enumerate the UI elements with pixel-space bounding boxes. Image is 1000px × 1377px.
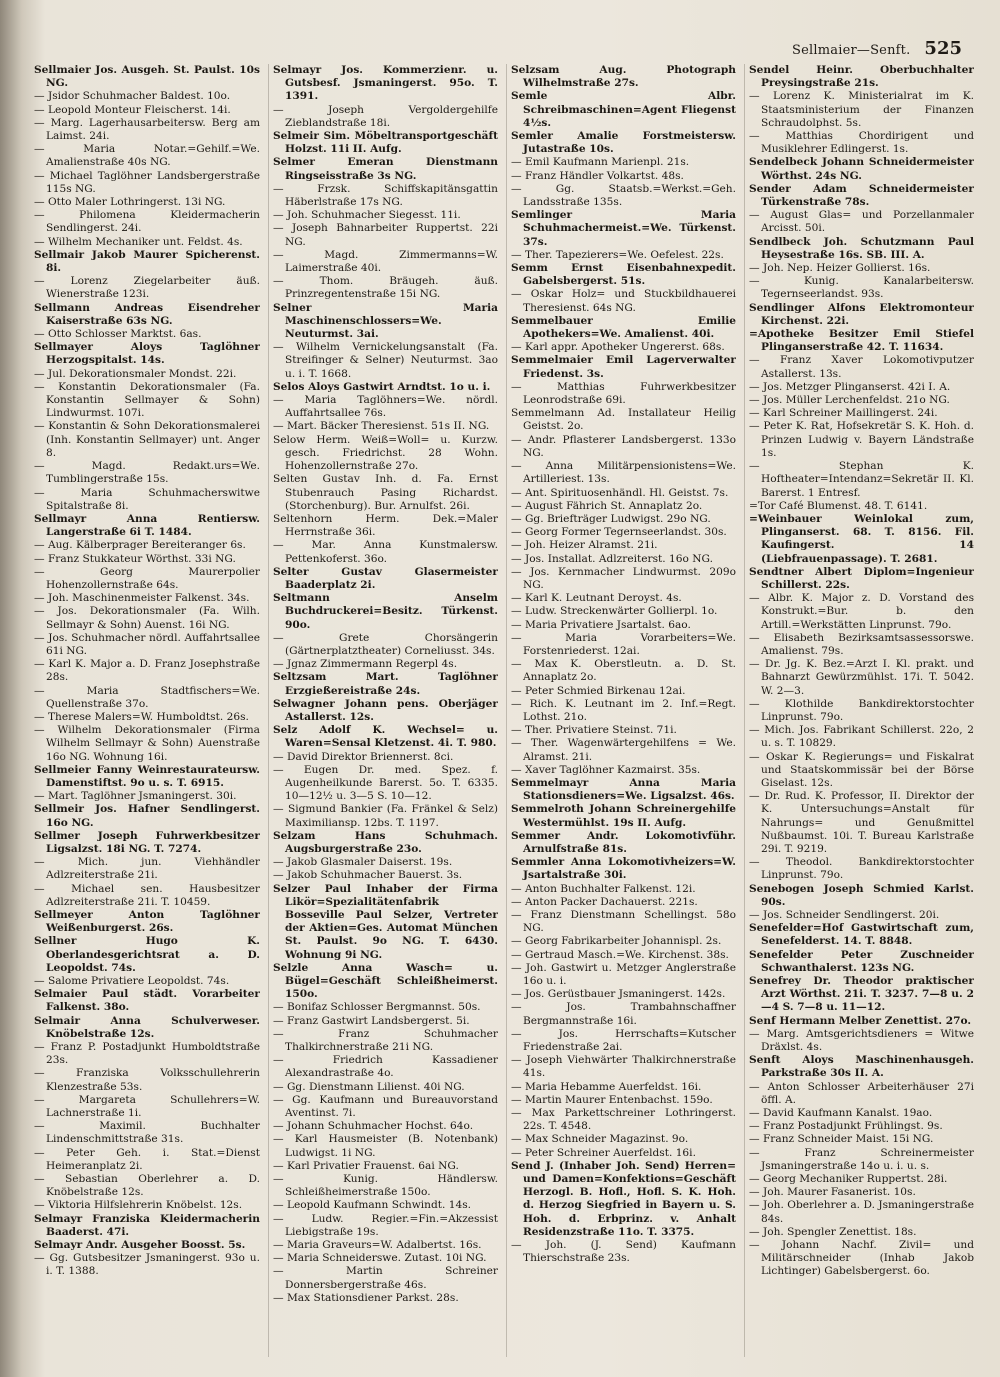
directory-entry: — Mich. jun. Viehhändler Adlzreiterstraße 21i. (34, 856, 260, 882)
directory-entry: Sellmeyer Anton Taglöhner Weißenburgerst. 26s. (34, 909, 260, 935)
directory-entry: — Thom. Bräugeh. äuß. Prinzregentenstraße 15i NG. (273, 275, 498, 301)
directory-entry: — Mart. Bäcker Theresienst. 51s II. NG. (273, 420, 490, 433)
directory-entry: — August Fährich St. Annaplatz 2o. (511, 499, 703, 512)
directory-entry: — Joh. Gastwirt u. Metzger Anglerstraße 16o u. i. (511, 961, 736, 988)
directory-entry: Senefrey Dr. Theodor praktischer Arzt Wörthst. 21i. T. 3237. 7—8 u. 2—4 S. 7—8 u. 11—12. (749, 975, 974, 1014)
directory-entry: Selzle Anna Wasch= u. Bügel=Geschäft Schleißheimerst. 150o. (273, 961, 498, 1001)
directory-entry: Sendel Heinr. Oberbuchhalter Preysingstraße 21s. (749, 64, 974, 90)
directory-entry: — Salome Privatiere Leopoldst. 74s. (34, 975, 230, 988)
directory-entry: — Jos. Kernmacher Lindwurmst. 209o NG. (511, 565, 736, 591)
directory-entry: — Jos. Installat. Adlzreiterst. 16o NG. (511, 552, 713, 565)
directory-entry: — Wilhelm Mechaniker unt. Feldst. 4s. (34, 235, 243, 248)
directory-entry: Selmayr Franziska Kleidermacherin Baaderst. 47i. (34, 1212, 260, 1238)
directory-entry: — Anna Militärpensionistens=We. Artilleriest. 13s. (511, 460, 736, 486)
directory-entry: — Joh. Maurer Fasanerist. 10s. (749, 1186, 916, 1199)
directory-entry: — Peter Geh. i. Stat.=Dienst Heimeranplatz 2i. (34, 1146, 260, 1172)
directory-entry: — Philomena Kleidermacherin Sendlingerst. 24i. (34, 209, 260, 235)
directory-entry: Selzer Paul Inhaber der Firma Likör=Spezialitätenfabrik Bosseville Paul Selzer, Vertreter der Aktien=Ges. Automat München St. Paulst. 9o NG. T. 6430. Wohnung 9i NG. (273, 882, 498, 961)
directory-entry: — Joseph Bahnarbeiter Ruppertst. 22i NG. (273, 222, 498, 248)
directory-columns (30, 64, 974, 1357)
directory-entry: — Gg. Briefträger Ludwigst. 29o NG. (511, 512, 711, 525)
directory-entry: — Anton Schlosser Arbeiterhäuser 27i öffl. A. (749, 1080, 974, 1106)
directory-entry: — Oskar K. Regierungs= und Fiskalrat und Staatskommissär bei der Börse Giselast. 12s. (749, 750, 974, 789)
directory-entry: — Eugen Dr. med. Spez. f. Augenheilkunde Barerst. 5o. T. 6335. 10—12½ u. 3—5 S. 10—12. (273, 763, 498, 803)
directory-entry: — Anton Packer Dachauerst. 221s. (511, 895, 698, 908)
directory-entry: Senf Hermann Melber Zenettist. 27o. (749, 1014, 972, 1027)
directory-entry: — Joseph Viehwärter Thalkirchnerstraße 41s. (511, 1054, 736, 1080)
directory-entry: — Franz Dienstmann Schellingst. 58o NG. (511, 909, 736, 935)
directory-entry: — Dr. Rud. K. Professor, II. Direktor der K. Untersuchungs=Anstalt für Nahrungs= und Genußmittel Nußbaumst. 10i. T. Bureau Karlstraße 29i. T. 9219. (749, 790, 974, 855)
directory-entry: — Stephan K. Hoftheater=Intendanz=Sekretär II. Kl. Barerst. 1 Entresf. (749, 460, 974, 499)
directory-entry: — Gg. Staatsb.=Werkst.=Geh. Landsstraße 135s. (511, 182, 736, 209)
directory-entry: Semm Ernst Eisenbahnexpedit. Gabelsbergerst. 51s. (511, 262, 736, 288)
directory-entry: — Maria Hebamme Auerfeldst. 16i. (511, 1080, 702, 1093)
directory-entry: — Ludw. Streckenwärter Gollierpl. 1o. (511, 605, 718, 618)
directory-entry: — Leopold Monteur Fleischerst. 14i. (34, 103, 231, 116)
column-1 (30, 64, 260, 1357)
directory-entry: — Andr. Pflasterer Landsbergerst. 133o NG. (511, 433, 736, 459)
directory-entry: Selzam Hans Schuhmach. Augsburgerstraße 23o. (273, 829, 498, 855)
directory-entry: — Wilhelm Vernickelungsanstalt (Fa. Streifinger & Selner) Neuturmst. 3ao u. i. T. 1668. (273, 341, 498, 380)
directory-entry: Semmler Anna Lokomotivheizers=W. Jsartalstraße 30i. (511, 856, 736, 882)
directory-entry: — Magd. Zimmermanns=W. Laimerstraße 40i. (273, 248, 498, 275)
directory-entry: — Karl Privatier Frauenst. 6ai NG. (273, 1159, 459, 1172)
directory-entry: — Oskar Holz= und Stuckbildhauerei Theresienst. 64s NG. (511, 288, 736, 314)
directory-entry: — Joh. (J. Send) Kaufmann Thierschstraße 23s. (511, 1239, 736, 1265)
directory-entry: — Franz Postadjunkt Frühlingst. 9s. (749, 1120, 943, 1133)
directory-entry: Sellmaier Jos. Ausgeh. St. Paulst. 10s NG. (34, 64, 260, 90)
directory-entry: — Anton Buchhalter Falkenst. 12i. (511, 882, 696, 895)
directory-entry: — Georg Former Tegernseerlandst. 30s. (511, 526, 727, 539)
directory-entry: — Gertraud Masch.=We. Kirchenst. 38s. (511, 948, 729, 961)
directory-entry: — Joh. Spengler Zenettist. 18s. (749, 1225, 917, 1238)
directory-entry: — Franziska Volksschullehrerin Klenzestraße 53s. (34, 1067, 260, 1093)
directory-entry: — Maria Graveurs=W. Adalbertst. 16s. (273, 1239, 482, 1252)
directory-entry: — Sigmund Bankier (Fa. Fränkel & Selz) Maximiliansp. 12bs. T. 1197. (273, 803, 498, 829)
directory-entry: Selner Maria Maschinenschlossers=We. Neuturmst. 3ai. (273, 301, 498, 341)
directory-entry: — Jakob Schuhmacher Bauerst. 3s. (273, 869, 463, 882)
directory-entry: — Franz Schuhmacher Thalkirchnerstraße 21i NG. (273, 1027, 498, 1054)
directory-entry: Sender Adam Schneidermeister Türkenstraße 78s. (749, 182, 974, 209)
directory-entry: — Rich. K. Leutnant im 2. Inf.=Regt. Lothst. 21o. (511, 697, 736, 723)
directory-entry: — Friedrich Kassadiener Alexandrastraße 4o. (273, 1054, 498, 1080)
directory-entry: Sendlinger Alfons Elektromonteur Kirchenst. 22i. (749, 301, 974, 327)
page-header (792, 38, 962, 59)
directory-entry: — Maria Notar.=Gehilf.=We. Amalienstraße 40s NG. (34, 143, 260, 169)
directory-entry: — Max Parkettschreiner Lothringerst. 22s. T. 4548. (511, 1107, 736, 1133)
directory-entry: — Maria Schuhmacherswitwe Spitalstraße 8i. (34, 486, 260, 512)
directory-entry: Selmair Anna Schulverweser. Knöbelstraße 12s. (34, 1014, 260, 1040)
directory-entry: — Ant. Spirituosenhändl. Hl. Geistst. 7s. (511, 486, 729, 499)
directory-entry: — Otto Maler Lothringerst. 13i NG. (34, 196, 226, 209)
directory-entry: — David Kaufmann Kanalst. 19ao. (749, 1107, 933, 1120)
directory-entry: Selmeir Sim. Möbeltransportgeschäft Holzst. 11i II. Aufg. (273, 130, 498, 156)
directory-entry: — Karl appr. Apotheker Ungererst. 68s. (511, 341, 725, 354)
directory-entry: Semmelbauer Emilie Apothekers=We. Amalienst. 40i. (511, 314, 736, 341)
directory-entry: Seltzsam Mart. Taglöhner Erzgießereistraße 24s. (273, 671, 498, 697)
directory-entry: Senefelder=Hof Gastwirtschaft zum, Senefelderst. 14. T. 8848. (749, 922, 974, 948)
directory-entry: Selz Adolf K. Wechsel= u. Waren=Sensal Kletzenst. 4i. T. 980. (273, 724, 498, 750)
directory-entry: — Therese Malers=W. Humboldtst. 26s. (34, 710, 249, 723)
directory-entry: — Kunig. Händlersw. Schleißheimerstraße 150o. (273, 1173, 498, 1199)
directory-entry: Sendtner Albert Diplom=Ingenieur Schillerst. 22s. (749, 565, 974, 591)
directory-entry: — Jos. Metzger Plinganserst. 42i I. A. (749, 380, 951, 393)
directory-entry: — Franz Händler Volkartst. 48s. (511, 169, 684, 182)
directory-entry: — Max K. Oberstleutn. a. D. St. Annaplatz 2o. (511, 658, 736, 684)
directory-entry: — Peter Schreiner Auerfeldst. 16i. (511, 1146, 696, 1159)
directory-entry: — Jos. Herrschafts=Kutscher Friedenstraße 2ai. (511, 1027, 736, 1054)
directory-entry: Sellmair Jakob Maurer Spicherenst. 8i. (34, 248, 260, 275)
directory-entry: — Ther. Privatiere Steinst. 71i. (511, 724, 677, 737)
directory-entry: — Emil Kaufmann Marienpl. 21s. (511, 156, 690, 169)
directory-entry: Selmayr Jos. Kommerzienr. u. Gutsbesf. Jsmaningerst. 95o. T. 1391. (273, 64, 498, 103)
directory-entry: — Sebastian Oberlehrer a. D. Knöbelstraße 12s. (34, 1173, 260, 1199)
directory-entry: Semlinger Maria Schuhmachermeist.=We. Türkenst. 37s. (511, 209, 736, 248)
directory-entry: Semle Albr. Schreibmaschinen=Agent Fliegenst 4½s. (511, 90, 736, 129)
directory-entry: — Aug. Kälberprager Bereiteranger 6s. (34, 539, 246, 552)
directory-entry: — Jos. Gerüstbauer Jsmaningerst. 142s. (511, 988, 726, 1001)
directory-entry: — Karl Hausmeister (B. Notenbank) Ludwigst. 1i NG. (273, 1133, 498, 1159)
directory-entry: — Theodol. Bankdirektorstochter Linprunst. 79o. (749, 856, 974, 882)
directory-entry: — Johann Schuhmacher Hochst. 64o. (273, 1120, 474, 1133)
directory-entry: — Maria Taglöhners=We. nördl. Auffahrtsallee 76s. (273, 394, 498, 420)
directory-entry: — Joh. Oberlehrer a. D. Jsmaningerstraße 84s. (749, 1199, 974, 1225)
directory-entry: — Joh. Nep. Heizer Gollierst. 16s. (749, 262, 931, 275)
directory-entry: Sellmann Andreas Eisendreher Kaiserstraße 63s NG. (34, 301, 260, 327)
directory-entry: — Ther. Wagenwärtergehilfens = We. Alramst. 21i. (511, 737, 736, 763)
column-2 (268, 64, 498, 1357)
directory-entry: — Marg. Lagerhausarbeitersw. Berg am Laimst. 24i. (34, 116, 260, 143)
directory-entry: Semmer Andr. Lokomotivführ. Arnulfstraße 81s. (511, 829, 736, 855)
page-number: 525 (924, 38, 962, 59)
directory-entry: Send J. (Inhaber Joh. Send) Herren= und Damen=Konfektions=Geschäft Herzogl. B. Hofl., Hofl. S. K. Hoh. d. Herzog Siegfried in Bayern u. S. Hoh. d. Erbprinz. v. Anhalt Residenzstraße 11o. T. 3375. (511, 1159, 736, 1238)
directory-entry: — Lorenz K. Ministerialrat im K. Staatsministerium der Finanzen Schraudolphst. 5s. (749, 90, 974, 129)
directory-entry: — Jgnaz Zimmermann Regerpl 4s. (273, 658, 458, 671)
directory-entry: Selmaier Paul städt. Vorarbeiter Falkenst. 38o. (34, 988, 260, 1014)
directory-entry: — David Direktor Briennerst. 8ci. (273, 750, 454, 763)
directory-entry: Semmelroth Johann Schreinergehilfe Westermühlst. 19s II. Aufg. (511, 803, 736, 829)
directory-entry: Selter Gustav Glasermeister Baaderplatz 2i. (273, 565, 498, 591)
directory-entry: — Grete Chorsängerin (Gärtnerplatztheater) Corneliusst. 34s. (273, 631, 498, 657)
directory-entry: — Georg Maurerpolier Hohenzollernstraße 64s. (34, 565, 260, 591)
directory-entry: — Jsidor Schuhmacher Baldest. 10o. (34, 90, 231, 103)
directory-entry: — Maria Stadtfischers=We. Quellenstraße 37o. (34, 684, 260, 710)
directory-entry: =Weinbauer Weinlokal zum, Plinganserst. 68. T. 8156. Fil. Kaufingerst. 14 (Liebfrauenpassage). T. 2681. (749, 512, 974, 565)
directory-entry: Selmayr Andr. Ausgeher Boosst. 5s. (34, 1239, 246, 1252)
directory-entry: — Joh. Maschinenmeister Falkenst. 34s. (34, 592, 250, 605)
directory-entry: — Mart. Taglöhner Jsmaningerst. 30i. (34, 790, 237, 803)
directory-entry: Semmelmayr Anna Maria Stationsdieners=We. Ligsalzst. 46s. (511, 776, 736, 803)
directory-entry: Sellmeir Jos. Hafner Sendlingerst. 16o NG. (34, 803, 260, 829)
directory-entry: — Joseph Vergoldergehilfe Zieblandstraße 18i. (273, 103, 498, 129)
directory-entry: — Johann Nachf. Zivil= und Militärschneider (Inhab Jakob Lichtinger) Gabelsbergerst. 6o. (749, 1239, 974, 1278)
directory-entry: Selzsam Aug. Photograph Wilhelmstraße 27s. (511, 64, 736, 90)
directory-entry: — Max Schneider Magazinst. 9o. (511, 1133, 689, 1146)
directory-entry: Semmelmann Ad. Installateur Heilig Geistst. 2o. (511, 407, 736, 433)
directory-entry: Seltmann Anselm Buchdruckerei=Besitz. Türkenst. 90o. (273, 592, 498, 631)
directory-entry: — Franz Schreinermeister Jsmaningerstraße 14o u. i. u. s. (749, 1146, 974, 1172)
directory-entry: — Dr. Jg. K. Bez.=Arzt I. Kl. prakt. und Bahnarzt Gewürzmühlst. 17i. T. 5042. W. 2—3. (749, 658, 974, 697)
directory-entry: Sellmayr Anna Rentiersw. Langerstraße 6i T. 1484. (34, 512, 260, 539)
directory-entry: Senebogen Joseph Schmied Karlst. 90s. (749, 882, 974, 908)
directory-entry: — Joh. Schuhmacher Siegesst. 11i. (273, 209, 461, 222)
directory-entry: Selow Herm. Weiß=Woll= u. Kurzw. gesch. Friedrichst. 28 Wohn. Hohenzollernstraße 27o. (273, 433, 498, 473)
directory-entry: — Jakob Glasmaler Daiserst. 19s. (273, 856, 453, 869)
directory-entry: — Matthias Chordirigent und Musiklehrer Edlingerst. 1s. (749, 130, 974, 156)
directory-entry: — Michael sen. Hausbesitzer Adlzreiterstraße 21i. T. 10459. (34, 882, 260, 908)
directory-entry: — Jul. Dekorationsmaler Mondst. 22i. (34, 367, 237, 380)
directory-entry: — Matthias Fuhrwerkbesitzer Leonrodstraße 69i. (511, 380, 736, 407)
directory-entry: — Jos. Schneider Sendlingerst. 20i. (749, 909, 940, 921)
directory-entry: — Margareta Schullehrers=W. Lachnerstraße 1i. (34, 1093, 260, 1120)
directory-entry: — August Glas= und Porzellanmaler Arcisst. 50i. (749, 209, 974, 235)
directory-entry: — Xaver Taglöhner Kazmairst. 35s. (511, 763, 701, 776)
directory-entry: — Bonifaz Schlosser Bergmannst. 50s. (273, 1001, 481, 1014)
directory-entry: — Franz Xaver Lokomotivputzer Astallerst. 13s. (749, 354, 974, 380)
directory-entry: — Franz P. Postadjunkt Humboldtstraße 23s. (34, 1041, 260, 1067)
directory-entry: =Tor Café Blumenst. 48. T. 6141. (749, 499, 928, 512)
directory-entry: — Lorenz Ziegelarbeiter äuß. Wienerstraße 123i. (34, 275, 260, 301)
directory-entry: — Gg. Dienstmann Lilienst. 40i NG. (273, 1080, 465, 1093)
directory-entry: — Wilhelm Dekorationsmaler (Firma Wilhelm Sellmayr & Sohn) Auenstraße 16o NG. Wohnung 16i. (34, 724, 260, 763)
directory-entry: — Kunig. Kanalarbeitersw. Tegernseerlandst. 93s. (749, 275, 974, 301)
directory-entry: Sendlbeck Joh. Schutzmann Paul Heysestraße 16s. SB. III. A. (749, 235, 974, 261)
directory-entry: — Max Stationsdiener Parkst. 28s. (273, 1291, 459, 1304)
directory-entry: — Ther. Tapezierers=We. Oefelest. 22s. (511, 248, 724, 261)
running-head: Sellmaier—Senft. (792, 43, 911, 58)
directory-entry: — Klothilde Bankdirektorstochter Linprunst. 79o. (749, 697, 974, 723)
directory-entry: — Karl K. Major a. D. Franz Josephstraße 28s. (34, 658, 260, 684)
directory-entry: — Peter K. Rat, Hofsekretär S. K. Hoh. d. Prinzen Ludwig v. Bayern Ländstraße 1s. (749, 420, 974, 459)
directory-entry: — Viktoria Hilfslehrerin Knöbelst. 12s. (34, 1199, 243, 1212)
directory-entry: Sellmeier Fanny Weinrestaurateursw. Damenstiftst. 9o u. s. T. 6915. (34, 763, 260, 789)
directory-entry: Senft Aloys Maschinenhausgeh. Parkstraße 30s II. A. (749, 1054, 974, 1080)
directory-entry: — Mar. Anna Kunstmalersw. Pettenkoferst. 36o. (273, 539, 498, 565)
directory-entry: — Frzsk. Schiffskapitänsgattin Häberlstraße 17s NG. (273, 182, 498, 209)
directory-entry: Sellner Hugo K. Oberlandesgerichtsrat a. D. Leopoldst. 74s. (34, 935, 260, 974)
directory-entry: — Konstantin Dekorationsmaler (Fa. Konstantin Sellmayer & Sohn) Lindwurmst. 107i. (34, 380, 260, 420)
directory-entry: — Albr. K. Major z. D. Vorstand des Konstrukt.=Bur. b. den Artill.=Werkstätten Linprunst. 79o. (749, 592, 974, 631)
directory-entry: =Apotheke Besitzer Emil Stiefel Plinganserstraße 42. T. 11634. (749, 328, 974, 354)
directory-entry: — Karl K. Leutnant Deroyst. 4s. (511, 592, 682, 605)
directory-entry: Sellmer Joseph Fuhrwerkbesitzer Ligsalzst. 18i NG. T. 7274. (34, 829, 260, 855)
directory-entry: — Jos. Schuhmacher nördl. Auffahrtsallee 61i NG. (34, 631, 260, 657)
directory-entry: Senefelder Peter Zuschneider Schwanthalerst. 123s NG. (749, 948, 974, 974)
directory-entry: — Michael Taglöhner Landsbergerstraße 115s NG. (34, 169, 260, 195)
directory-entry: — Leopold Kaufmann Schwindt. 14s. (273, 1199, 472, 1212)
column-4 (744, 64, 974, 1357)
directory-entry: — Franz Stukkateur Wörthst. 33i NG. (34, 552, 236, 565)
directory-entry: Semler Amalie Forstmeistersw. Jutastraße 10s. (511, 130, 736, 156)
directory-entry: — Franz Schneider Maist. 15i NG. (749, 1133, 934, 1146)
directory-entry: — Otto Schlosser Marktst. 6as. (34, 328, 202, 341)
column-3 (506, 64, 736, 1357)
directory-entry: — Georg Mechaniker Ruppertst. 28i. (749, 1173, 948, 1186)
directory-entry: Selwagner Johann pens. Oberjäger Astallerst. 12s. (273, 697, 498, 723)
directory-entry: — Marg. Amtsgerichtsdieners = Witwe Dräxlst. 4s. (749, 1027, 974, 1054)
directory-entry: — Martin Schreiner Donnersbergerstraße 46s. (273, 1265, 498, 1291)
directory-entry: — Jos. Trambahnschaffner Bergmannstraße 16i. (511, 1001, 736, 1027)
directory-entry: — Magd. Redakt.urs=We. Tumblingerstraße 15s. (34, 460, 260, 486)
directory-entry: — Maria Vorarbeiters=We. Forstenriederst. 12ai. (511, 631, 736, 657)
directory-entry: — Maria Privatiere Jsartalst. 6ao. (511, 618, 691, 631)
directory-entry: — Konstantin & Sohn Dekorationsmalerei (Inh. Konstantin Sellmayer) unt. Anger 8. (34, 420, 260, 459)
directory-entry: — Peter Schmied Birkenau 12ai. (511, 684, 686, 697)
directory-entry: — Karl Schreiner Maillingerst. 24i. (749, 407, 938, 420)
directory-entry: Selten Gustav Inh. d. Fa. Ernst Stubenrauch Pasing Richardst. (Storchenburg). Bur. Arnulfst. 26i. (273, 473, 498, 512)
directory-entry: Sellmayer Aloys Taglöhner Herzogspitalst. 14s. (34, 341, 260, 367)
directory-entry: — Jos. Müller Lerchenfeldst. 21o NG. (749, 394, 950, 407)
directory-entry: Selos Aloys Gastwirt Arndtst. 1o u. i. (273, 380, 491, 393)
directory-entry: Seltenhorn Herm. Dek.=Maler Herrnstraße 36i. (273, 512, 498, 539)
directory-entry: Selmer Emeran Dienstmann Ringseisstraße 3s NG. (273, 156, 498, 182)
directory-entry: — Franz Gastwirt Landsbergerst. 5i. (273, 1014, 470, 1027)
directory-entry: — Jos. Dekorationsmaler (Fa. Wilh. Sellmayr & Sohn) Auenst. 16i NG. (34, 605, 260, 631)
directory-entry: Semmelmaier Emil Lagerverwalter Friedenst. 3s. (511, 354, 736, 380)
directory-entry: Sendelbeck Johann Schneidermeister Wörthst. 24s NG. (749, 156, 974, 182)
directory-entry: — Maria Schneiderswe. Zutast. 10i NG. (273, 1252, 487, 1265)
directory-entry: — Maximil. Buchhalter Lindenschmittstraße 31s. (34, 1120, 260, 1146)
directory-entry: — Georg Fabrikarbeiter Johannispl. 2s. (511, 935, 722, 948)
directory-entry: — Elisabeth Bezirksamtsassessorswe. Amalienst. 79s. (749, 631, 974, 657)
directory-entry: — Ludw. Regier.=Fin.=Akzessist Liebigstraße 19s. (273, 1212, 498, 1238)
directory-entry: — Mich. Jos. Fabrikant Schillerst. 22o, 2 u. s. T. 10829. (749, 724, 974, 750)
directory-entry: — Gg. Kaufmann und Bureauvorstand Aventinst. 7i. (273, 1093, 498, 1120)
directory-entry: — Joh. Heizer Alramst. 21i. (511, 539, 658, 552)
directory-entry: — Martin Maurer Entenbachst. 159o. (511, 1093, 713, 1106)
directory-entry: — Gg. Gutsbesitzer Jsmaningerst. 93o u. i. T. 1388. (34, 1252, 260, 1278)
